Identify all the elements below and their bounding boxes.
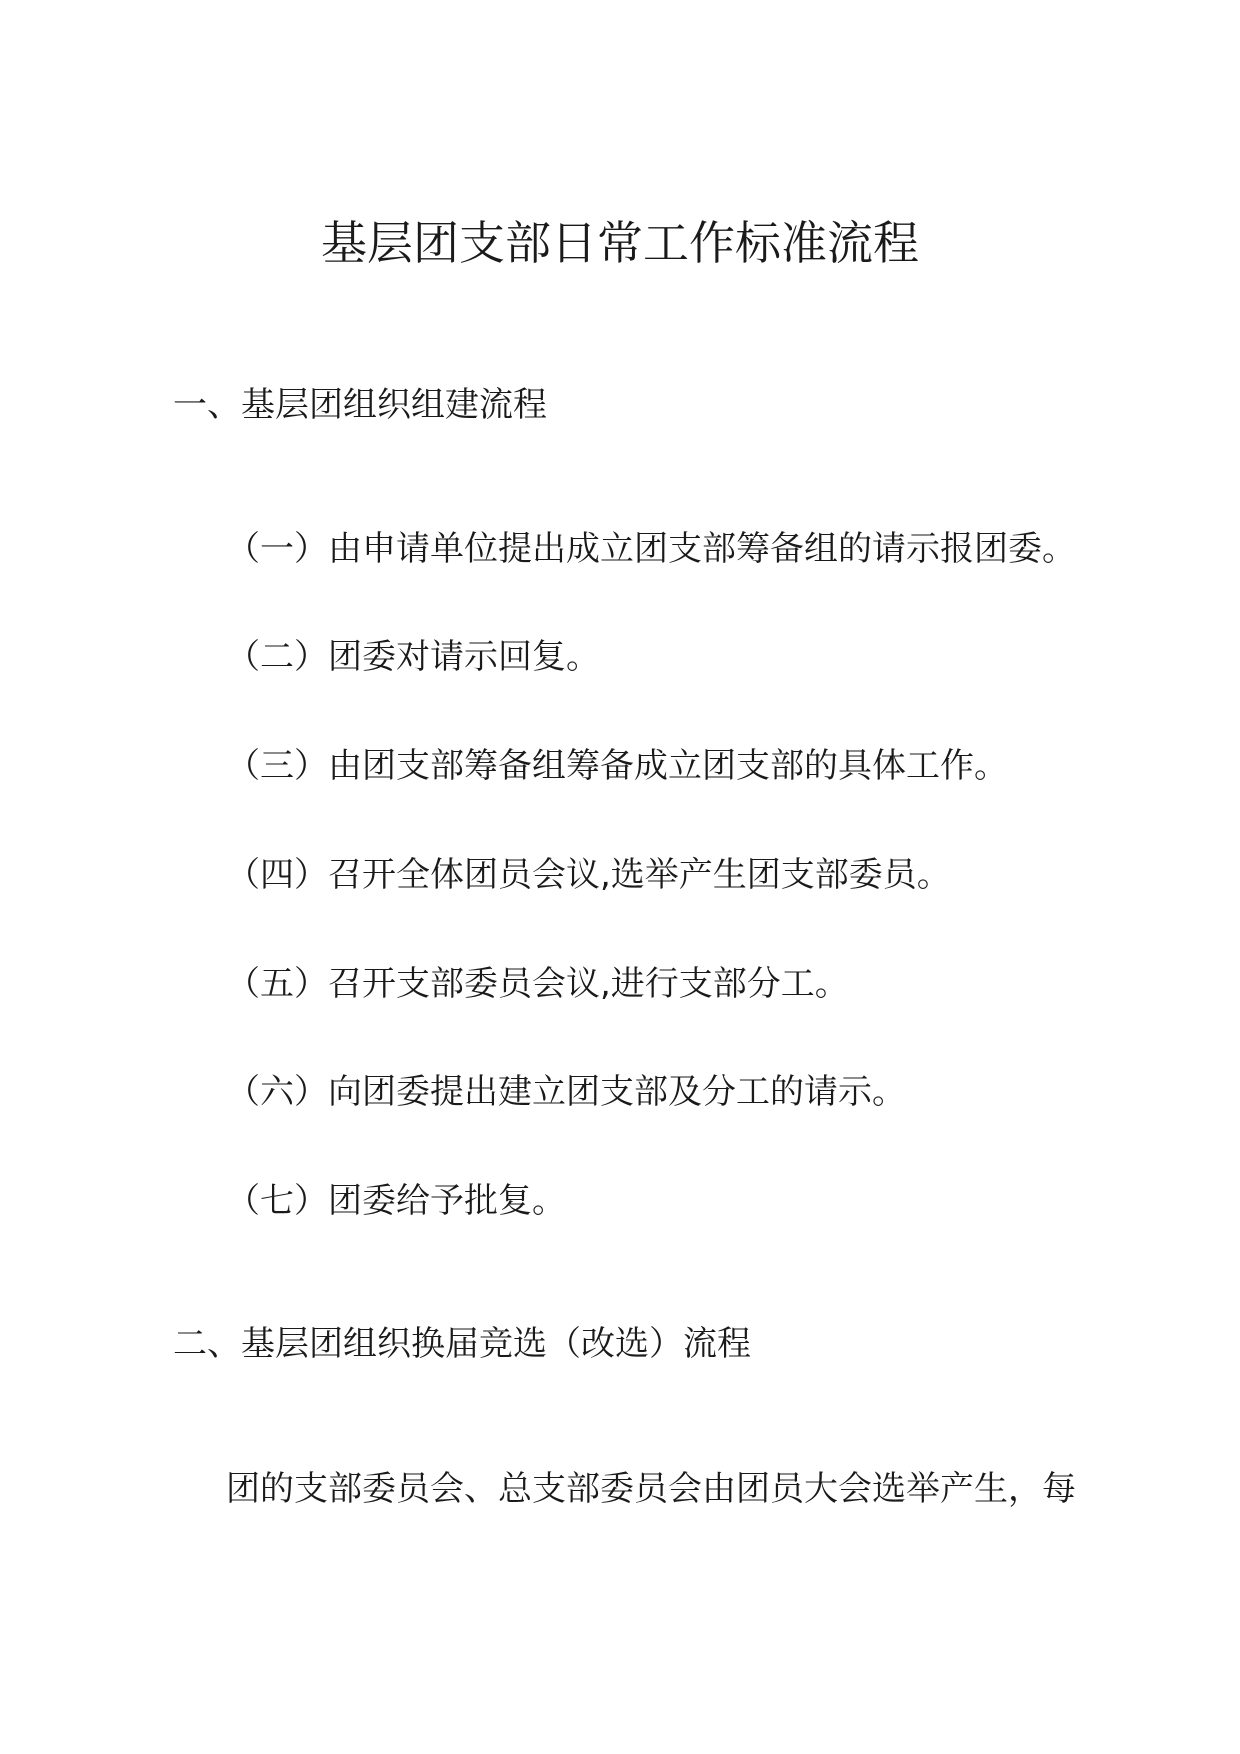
list-item: （六）向团委提出建立团支部及分工的请示。 [226, 1072, 906, 1112]
page-title: 基层团支部日常工作标准流程 [321, 216, 919, 270]
list-item: （五）召开支部委员会议,进行支部分工。 [226, 964, 849, 1004]
list-item: （四）召开全体团员会议,选举产生团支部委员。 [226, 855, 951, 895]
section-2-heading: 二、基层团组织换届竞选（改选）流程 [173, 1324, 751, 1364]
section-1-heading: 一、基层团组织组建流程 [173, 385, 547, 425]
list-item: （三）由团支部筹备组筹备成立团支部的具体工作。 [226, 746, 1008, 786]
list-item: （一）由申请单位提出成立团支部筹备组的请示报团委。 [226, 529, 1076, 569]
body-paragraph: 团的支部委员会、总支部委员会由团员大会选举产生，每 [226, 1469, 1076, 1509]
list-item: （七）团委给予批复。 [226, 1181, 566, 1221]
list-item: （二）团委对请示回复。 [226, 637, 600, 677]
